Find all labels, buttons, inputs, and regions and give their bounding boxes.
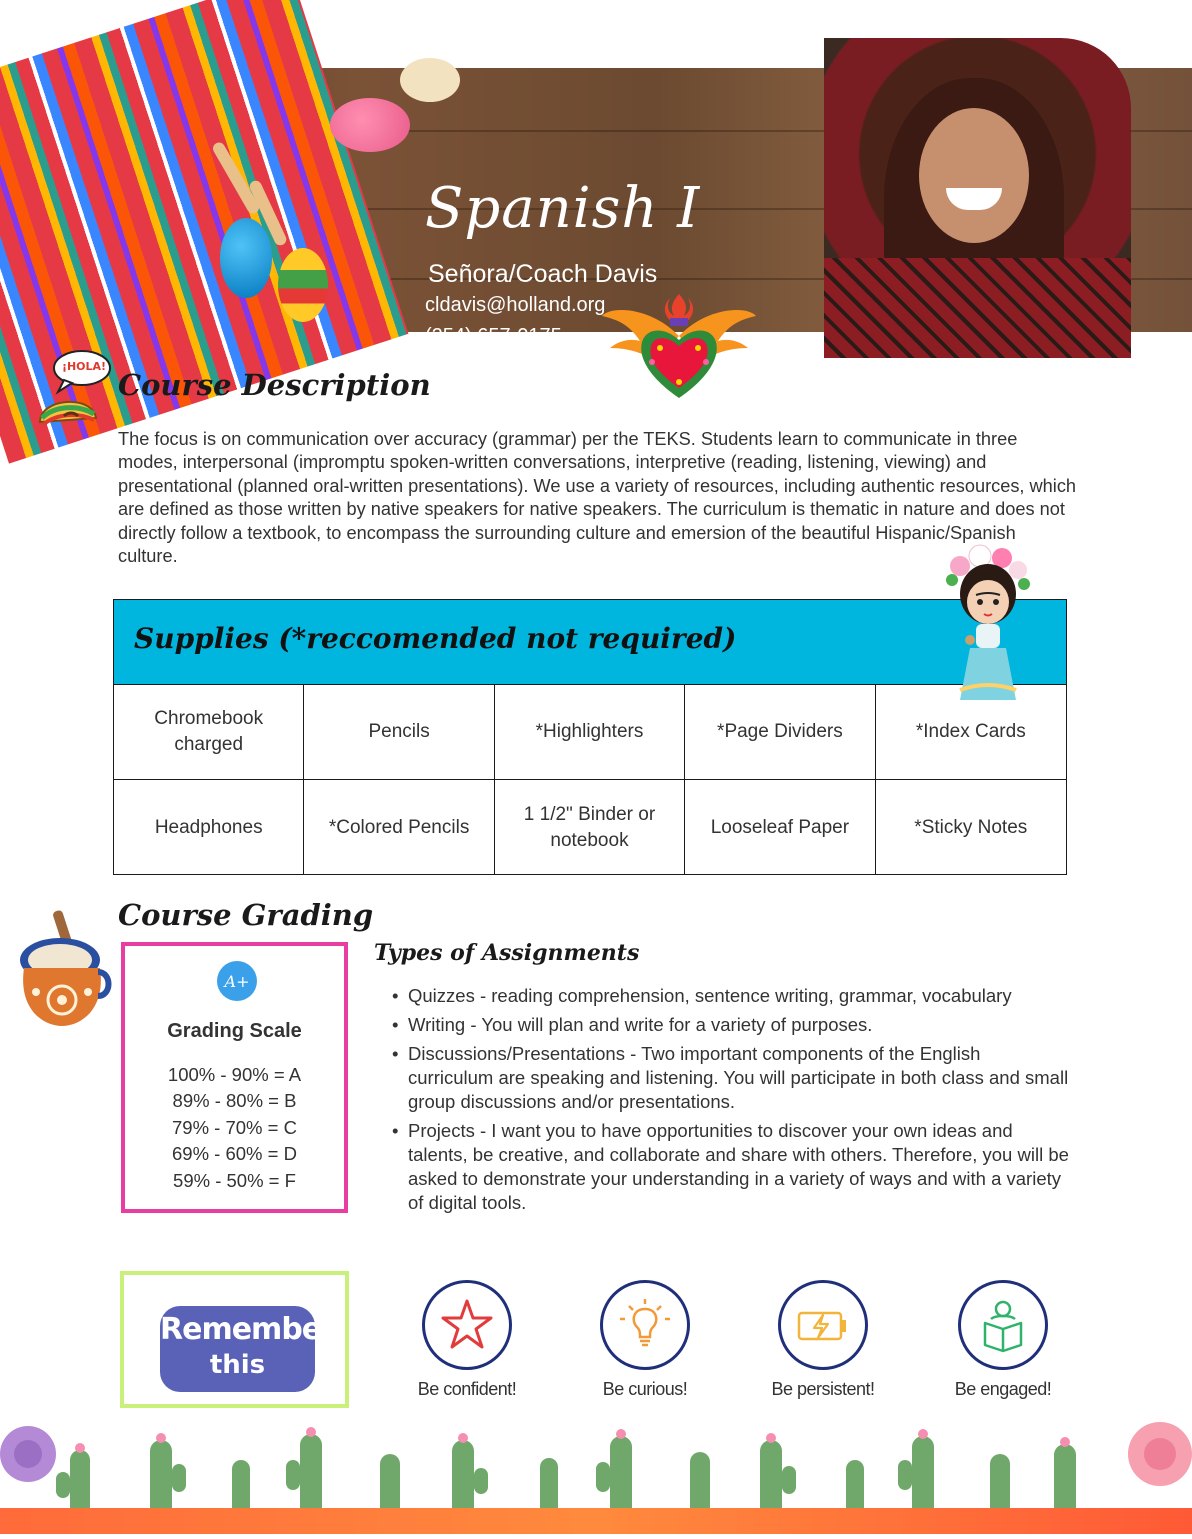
photo-shirt [824,258,1131,358]
grading-scale-list [125,1062,344,1194]
supply-cell: *Colored Pencils [304,780,494,875]
supply-cell: *Highlighters [495,685,685,780]
footer-ground [0,1508,1192,1534]
value-label: Be curious! [602,1379,688,1399]
photo-face [919,108,1029,243]
grading-scale-title: Grading Scale [167,1020,302,1042]
value-ring [958,1280,1048,1370]
supply-cell: *Page Dividers [685,685,875,780]
course-description-text: The focus is on communication over accuracy (grammar) per the TEKS. Students learn to communicate in three modes, interpersonal (impromptu spoken-written conversations, interpretive (reading, listening, viewing) and presentational (planned oral-written presentations). We use a variety of resources, including authentic resources, which are defined as those written by native speakers for native speakers. The curriculum is thematic in nature and does not directly follow a textbook, to encompass the surrounding culture and emersion of the beautiful Hispanic/Spanish culture. [118,429,1077,567]
value-ring [778,1280,868,1370]
assignment-type-item: • Projects - I want you to have opportunities to discover your own ideas and talents, be creative, and collaborate and share with others. Therefore, you will be asked to demonstrate your understanding in a variety of ways and with a variety of digital tools. [390,1119,1070,1215]
assignment-types-heading: Types of Assignments [374,940,640,966]
battery-charging-icon [795,1297,851,1353]
course-grading-heading: Course Grading [118,898,374,932]
grade-row: 79% - 70% = C [172,1116,297,1138]
star-icon [439,1297,495,1353]
assignment-type-item: • Quizzes - reading comprehension, sentence writing, grammar, vocabulary [390,984,1070,1008]
maraca-striped-image [278,248,328,322]
grade-row: 89% - 80% = B [172,1090,297,1112]
supply-cell: *Index Cards [876,685,1066,780]
grade-row: 59% - 50% = F [173,1169,296,1191]
value-label: Be engaged! [954,1379,1052,1399]
value-label: Be confident! [417,1379,517,1399]
reader-icon [975,1297,1031,1353]
value-label: Be persistent! [771,1379,875,1399]
course-description-heading: Course Description [118,368,431,402]
teacher-email[interactable]: cldavis@holland.org [425,294,606,316]
grade-row: 100% - 90% = A [167,1064,302,1085]
assignment-type-item: • Discussions/Presentations - Two important components of the English curriculum are speaking and listening. You will participate in both class and small group discussions and/or presentations. [390,1042,1070,1114]
lightbulb-icon [617,1297,673,1353]
value-engaged [918,1280,1088,1400]
assignment-type-item: • Writing - You will plan and write for a variety of purposes. [390,1013,1070,1037]
supplies-table [113,599,1067,875]
grading-scale-box [121,942,348,1213]
teacher-phone: (254) 657-0175 [425,325,562,347]
value-persistent [738,1280,908,1400]
grade-row: 69% - 60% = D [172,1143,297,1165]
teacher-name: Señora/Coach Davis [428,260,658,288]
hola-sticker-text: ¡HOLA! [61,360,107,373]
sacred-heart-icon [600,286,758,400]
assignment-types-list [390,984,1070,1220]
supplies-header [114,600,1066,685]
supply-cell: Looseleaf Paper [685,780,875,875]
cactus-footer-image [0,1410,1192,1534]
remember-this-badge [160,1306,335,1392]
frida-doll-icon [940,540,1034,700]
supply-cell: 1 1/2" Binder or notebook [495,780,685,875]
remember-line2: this [209,1350,266,1380]
supply-cell: Pencils [304,685,494,780]
supply-cell: *Sticky Notes [914,816,1028,838]
maraca-cream-image [400,58,460,102]
supply-cell: Chromebook charged [114,685,304,780]
clay-pot-icon [14,910,110,1030]
supplies-heading: Supplies (*reccomended not required) [134,622,737,655]
maraca-blue-image [220,218,272,298]
value-confident [382,1280,552,1400]
value-curious [560,1280,730,1400]
value-ring [600,1280,690,1370]
hola-sticker [63,355,105,377]
remember-line1: Remember [160,1312,335,1347]
supply-cell: Headphones [114,780,304,875]
page-title: Spanish I [425,176,701,241]
remember-this-box [120,1271,349,1408]
supplies-grid [114,685,1066,875]
teacher-photo [824,38,1131,344]
value-ring [422,1280,512,1370]
a-plus-icon: A+ [217,961,257,1001]
maraca-pink-image [330,98,410,152]
